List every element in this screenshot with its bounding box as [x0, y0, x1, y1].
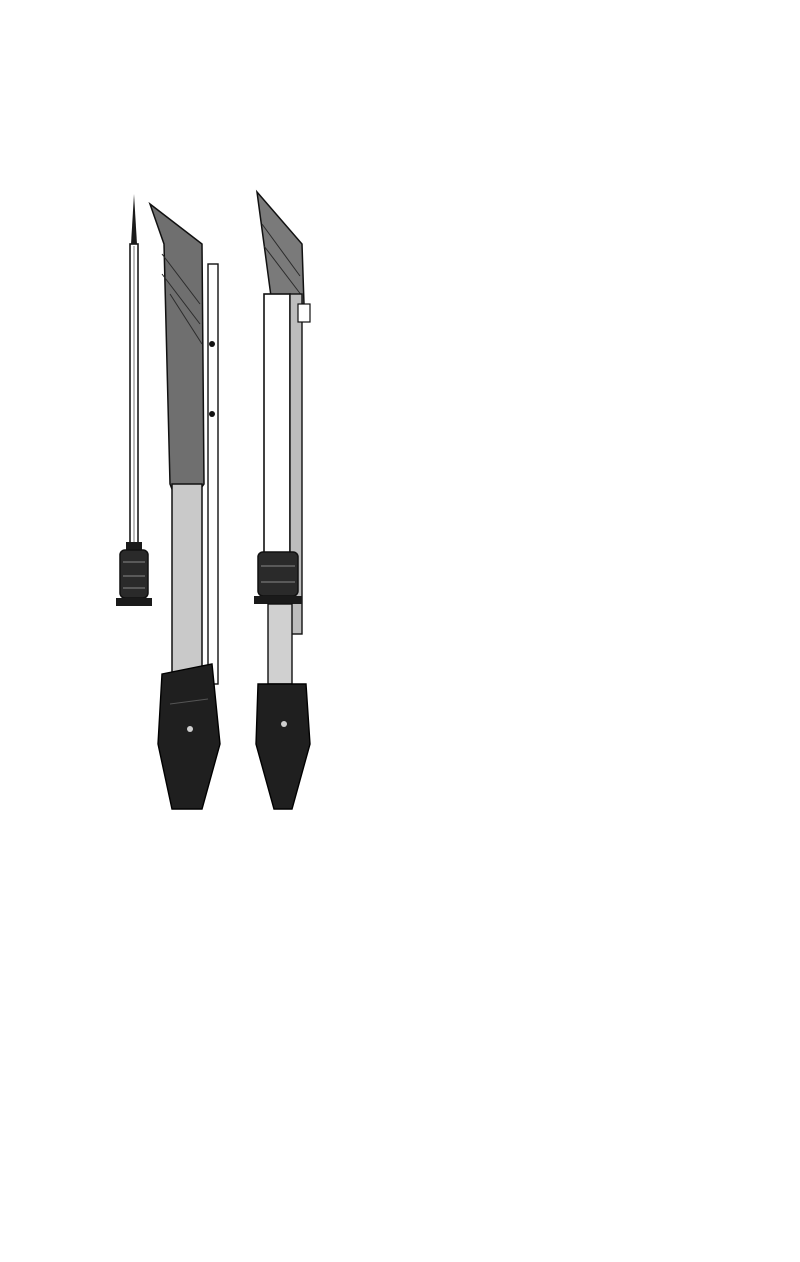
pleurotome-instrument-figure [112, 184, 324, 824]
trocar-needle-icon [116, 194, 152, 606]
knife-profile-icon [254, 192, 310, 809]
knife-blade-icon [150, 204, 220, 809]
